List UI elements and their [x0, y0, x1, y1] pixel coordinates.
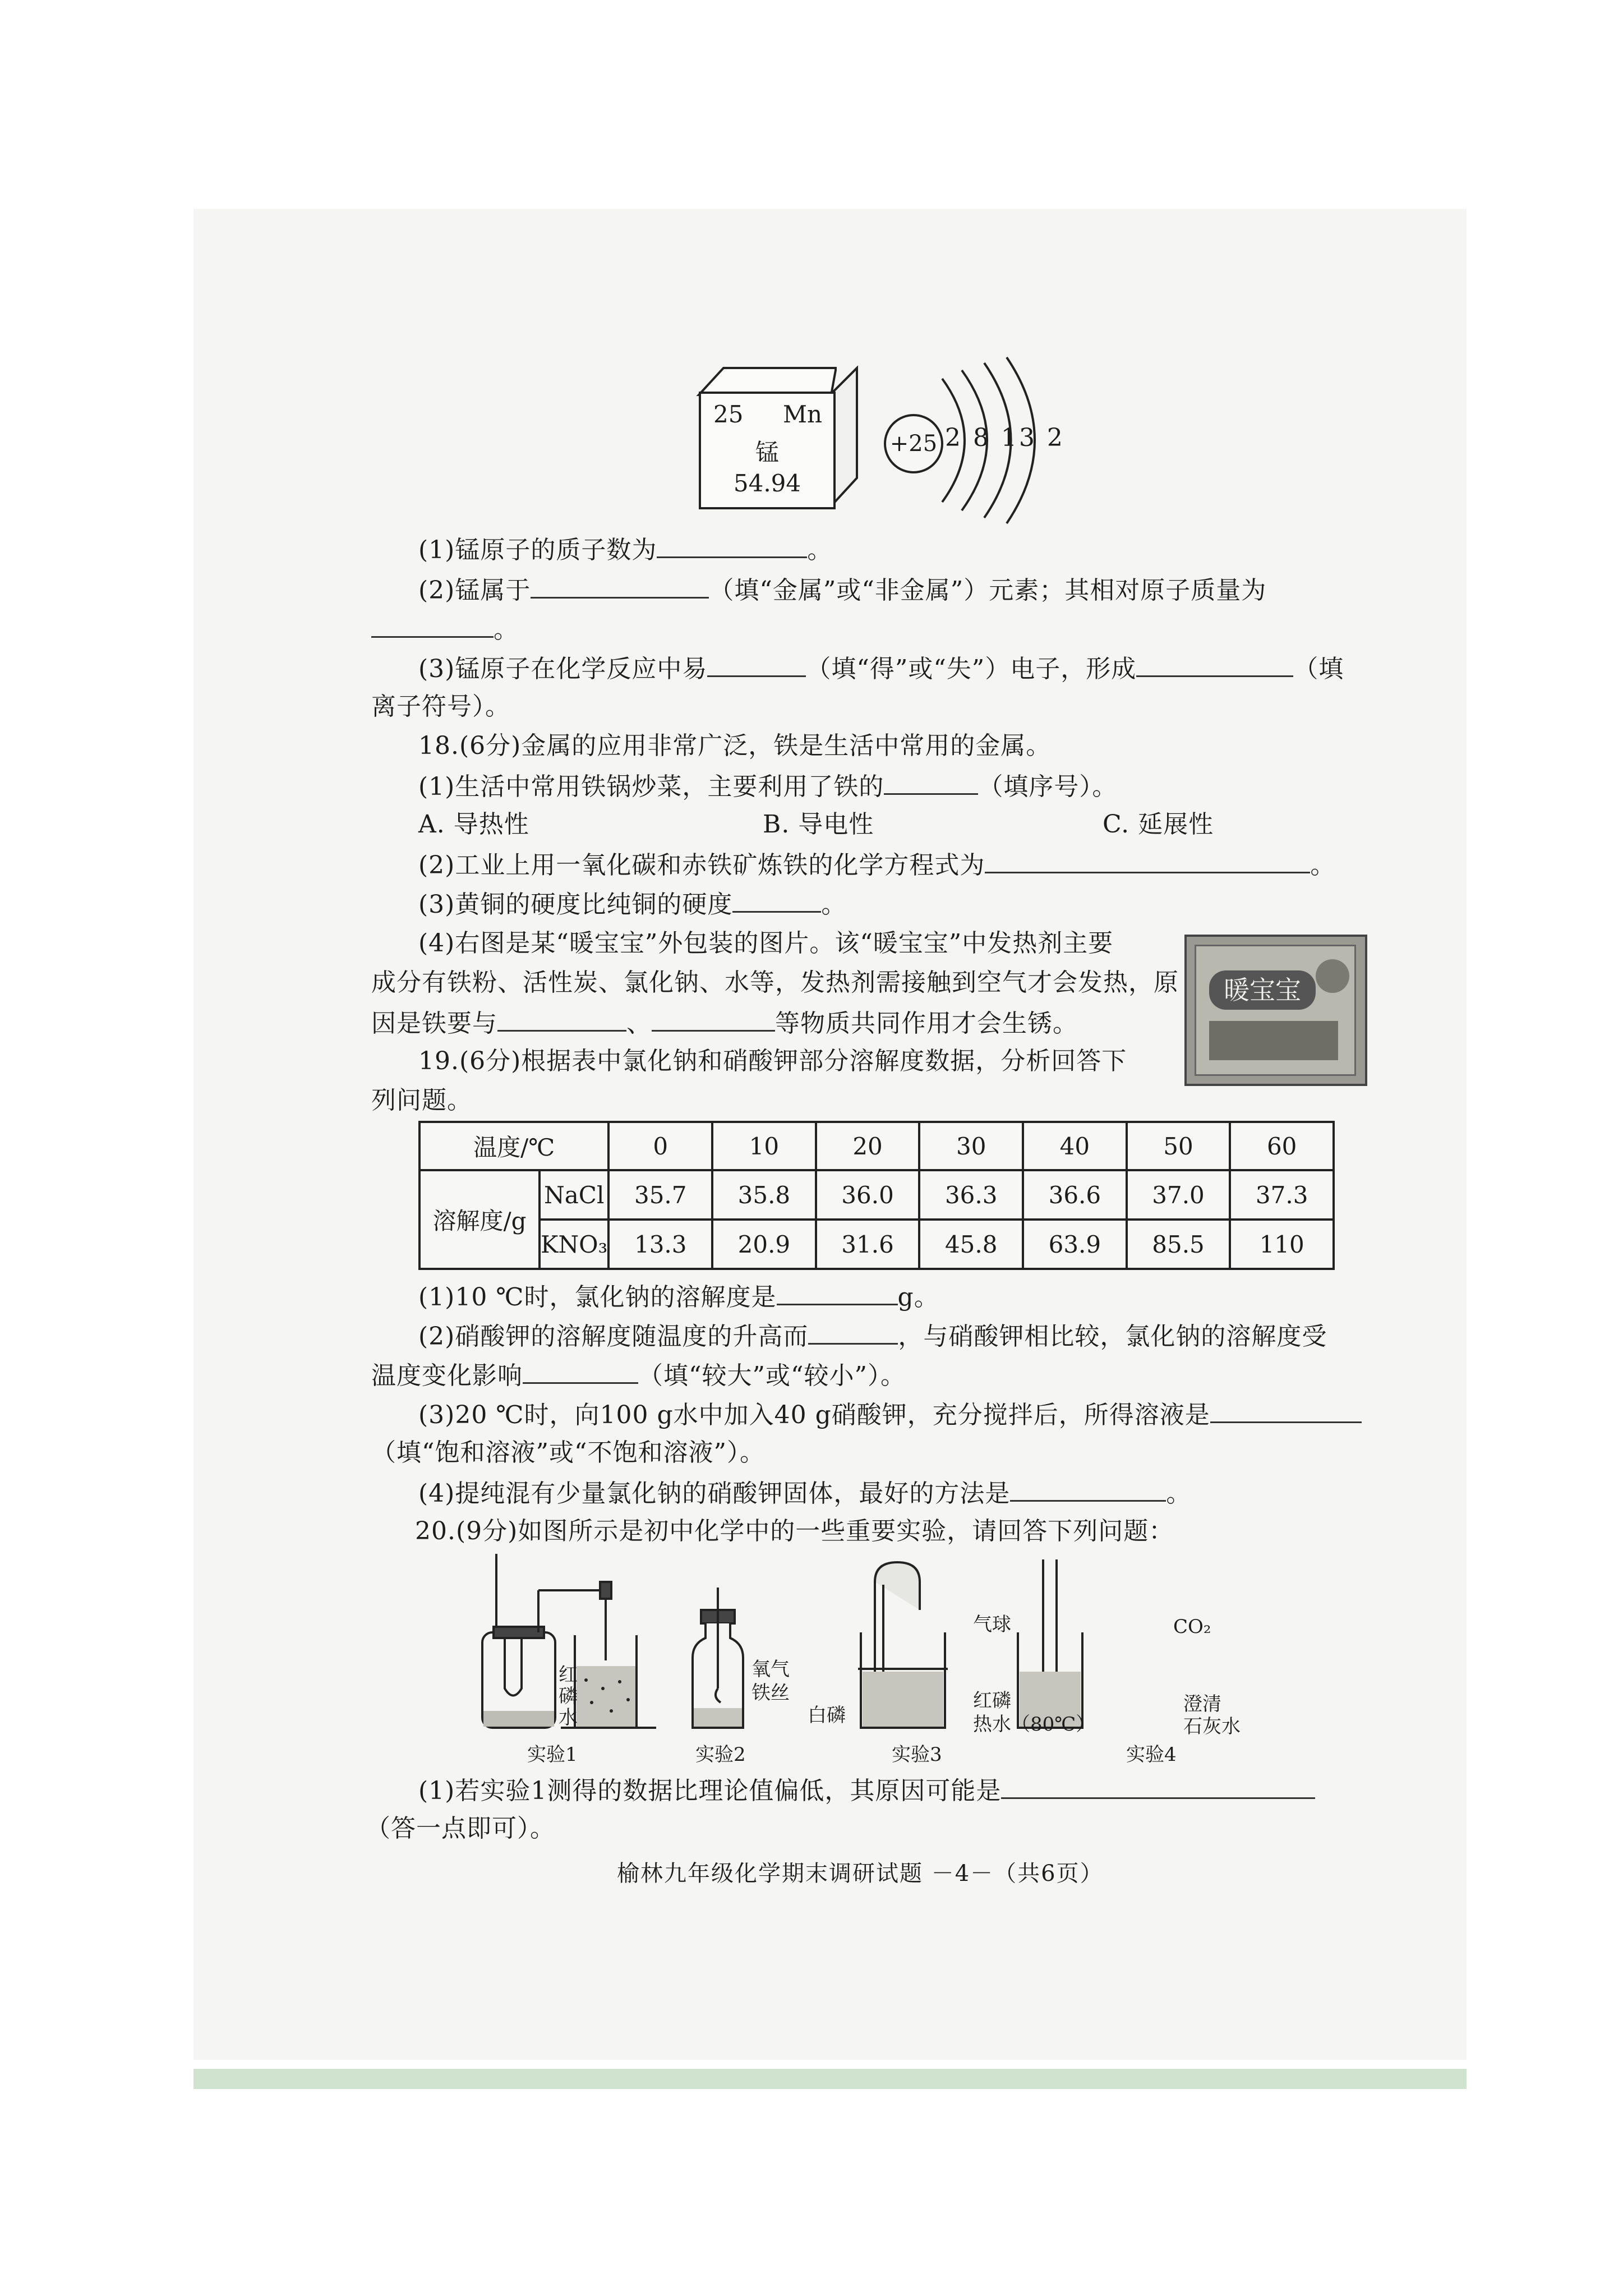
electron-shell-arcs — [937, 356, 1049, 524]
q19-part3-cont: （填“饱和溶液”或“不饱和溶液”）。 — [371, 1438, 765, 1467]
table-cell: 45.8 — [919, 1220, 1023, 1269]
q19-part4: (4)提纯混有少量氯化钠的硝酸钾固体，最好的方法是 。 — [418, 1475, 1191, 1511]
exp3-label-1: 气球 — [973, 1613, 1011, 1636]
table-cell: 85.5 — [1127, 1220, 1230, 1269]
electron-shells: 2 8 13 2 — [945, 424, 1065, 452]
exp4-caption: 实验4 — [1126, 1743, 1177, 1766]
exp2-label-1: 氧气 — [751, 1658, 790, 1681]
temp-cell: 10 — [712, 1122, 816, 1170]
q17-blank-5[interactable] — [1136, 651, 1293, 677]
solubility-header: 溶解度/g — [419, 1170, 540, 1269]
q20-part1: (1)若实验1测得的数据比理论值偏低，其原因可能是 — [418, 1773, 1315, 1808]
table-row — [419, 1220, 1334, 1269]
q18-option-c: C. 延展性 — [1103, 810, 1214, 839]
q17-part2-cont: 。 — [371, 611, 519, 647]
q19-head-cont: 列问题。 — [371, 1086, 472, 1115]
q19-blank-4[interactable] — [1210, 1397, 1362, 1423]
q17-blank-1[interactable] — [657, 532, 807, 558]
q18-blank-3[interactable] — [732, 886, 821, 913]
exp1-label-1: 红 — [559, 1664, 578, 1686]
q18-part2: (2)工业上用一氧化碳和赤铁矿炼铁的化学方程式为 。 — [418, 847, 1335, 882]
q17-blank-2[interactable] — [531, 572, 709, 599]
q19-blank-2[interactable] — [808, 1318, 898, 1345]
table-cell: 13.3 — [608, 1220, 712, 1269]
element-card — [699, 392, 836, 509]
q18-part3: (3)黄铜的硬度比纯铜的硬度 。 — [418, 886, 846, 922]
temp-cell: 60 — [1230, 1122, 1334, 1170]
temp-cell: 0 — [608, 1122, 712, 1170]
exp3-caption: 实验3 — [892, 1743, 942, 1766]
atom-nucleus: +25 — [884, 414, 943, 473]
table-cell: 35.7 — [608, 1170, 712, 1220]
exp4-label-1: CO₂ — [1173, 1616, 1211, 1638]
q19-blank-1[interactable] — [777, 1279, 898, 1305]
element-symbol: Mn — [782, 401, 822, 428]
table-cell: 36.6 — [1023, 1170, 1127, 1220]
exp2-caption: 实验2 — [695, 1743, 746, 1766]
q17-part3: (3)锰原子在化学反应中易 （填“得”或“失”）电子，形成 （填 — [418, 651, 1344, 686]
q20-part1-cont: （答一点即可）。 — [366, 1814, 555, 1843]
table-cell: 37.0 — [1127, 1170, 1230, 1220]
exp1-label-3: 水 — [559, 1706, 578, 1729]
table-cell: 63.9 — [1023, 1220, 1127, 1269]
q19-part2-cont: 温度变化影响 （填“较大”或“较小”）。 — [371, 1358, 906, 1393]
element-name: 锰 — [755, 439, 779, 466]
temp-cell: 20 — [816, 1122, 920, 1170]
q18-part4-line2: 成分有铁粉、活性炭、氯化钠、水等，发热剂需接触到空气才会发热，原 — [371, 968, 1179, 997]
q19-blank-3[interactable] — [523, 1358, 638, 1384]
q17-part2: (2)锰属于 （填“金属”或“非金属”）元素；其相对原子质量为 — [418, 572, 1266, 608]
q18-blank-4[interactable] — [497, 1005, 626, 1032]
q18-blank-2[interactable] — [985, 847, 1310, 873]
temp-cell: 30 — [919, 1122, 1023, 1170]
table-cell: 20.9 — [712, 1220, 816, 1269]
exp3-label-4: 白磷 — [808, 1704, 846, 1727]
table-cell: 35.8 — [712, 1170, 816, 1220]
page-footer: 榆林九年级化学期末调研试题 －4－（共6页） — [617, 1861, 1104, 1887]
q19-blank-5[interactable] — [1010, 1475, 1166, 1502]
q19-part2: (2)硝酸钾的溶解度随温度的升高而 ，与硝酸钾相比较，氯化钠的溶解度受 — [418, 1318, 1327, 1354]
q18-head: 18.(6分)金属的应用非常广泛，铁是生活中常用的金属。 — [418, 731, 1052, 760]
table-cell: 110 — [1230, 1220, 1334, 1269]
table-row — [419, 1170, 1334, 1220]
exp2-label-2: 铁丝 — [751, 1682, 790, 1704]
exp4-label-2: 澄清 — [1183, 1693, 1221, 1715]
q18-blank-1[interactable] — [884, 769, 978, 795]
exp1-caption: 实验1 — [527, 1743, 578, 1766]
q18-part4-line3: 因是铁要与 、 等物质共同作用才会生锈。 — [371, 1005, 1078, 1041]
substance-name: NaCl — [540, 1170, 608, 1220]
bottom-green-bar — [193, 2069, 1467, 2089]
atomic-number: 25 — [713, 401, 744, 428]
table-cell: 31.6 — [816, 1220, 920, 1269]
q19-head: 19.(6分)根据表中氯化钠和硝酸钾部分溶解度数据，分析回答下 — [418, 1047, 1127, 1075]
exp4-label-3: 石灰水 — [1183, 1715, 1241, 1738]
table-cell: 37.3 — [1230, 1170, 1334, 1220]
temp-cell: 50 — [1127, 1122, 1230, 1170]
q18-option-b: B. 导电性 — [763, 810, 874, 839]
table-cell: 36.3 — [919, 1170, 1023, 1220]
q18-option-a: A. 导热性 — [418, 810, 529, 839]
q17-part1: (1)锰原子的质子数为 。 — [418, 532, 832, 567]
temp-cell: 40 — [1023, 1122, 1127, 1170]
q19-part3: (3)20 ℃时，向100 g水中加入40 g硝酸钾，充分搅拌后，所得溶液是 — [418, 1397, 1362, 1432]
hand-warmer-label: 暖宝宝 — [1209, 970, 1316, 1010]
q17-blank-3[interactable] — [371, 611, 494, 638]
q20-blank-1[interactable] — [1001, 1773, 1315, 1799]
exp3-label-3: 热水（80℃） — [973, 1713, 1095, 1736]
temp-header: 温度/℃ — [419, 1122, 608, 1170]
exp3-label-2: 红磷 — [973, 1690, 1011, 1712]
q18-blank-5[interactable] — [652, 1005, 775, 1032]
q17-part3-cont: 离子符号）。 — [371, 692, 510, 721]
q17-blank-4[interactable] — [707, 651, 806, 677]
hand-warmer-photo — [1184, 935, 1367, 1086]
table-cell: 36.0 — [816, 1170, 920, 1220]
q20-head: 20.(9分)如图所示是初中化学中的一些重要实验，请回答下列问题： — [415, 1517, 1174, 1545]
experiment-diagrams — [471, 1548, 1279, 1767]
q18-part4: (4)右图是某“暖宝宝”外包装的图片。该“暖宝宝”中发热剂主要 — [418, 929, 1114, 958]
q19-part1: (1)10 ℃时，氯化钠的溶解度是 g。 — [418, 1279, 939, 1314]
substance-name: KNO₃ — [540, 1220, 608, 1269]
solubility-table — [418, 1121, 1335, 1270]
atomic-mass: 54.94 — [733, 470, 801, 497]
exp1-label-2: 磷 — [559, 1685, 578, 1708]
q18-part1: (1)生活中常用铁锅炒菜，主要利用了铁的 （填序号）。 — [418, 769, 1117, 804]
